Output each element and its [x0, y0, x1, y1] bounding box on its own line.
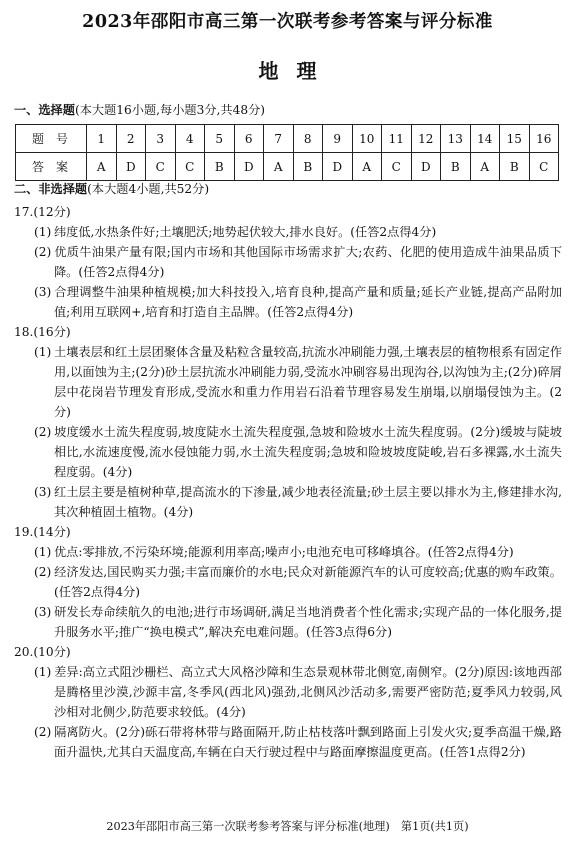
- answer-item-text: 经济发达,国民购买力强;丰富而廉价的水电;民众对新能源汽车的认可度较高;优惠的购车政策。(任答2点得4分): [54, 565, 562, 599]
- answer-cell: D: [116, 153, 146, 181]
- page-title: 2023年邵阳市高三第一次联考参考答案与评分标准: [82, 12, 493, 32]
- section-open-heading: [14, 180, 209, 197]
- answer-item: [34, 602, 562, 642]
- answer-table: [15, 124, 559, 181]
- answer-item-number: (2): [34, 725, 52, 739]
- question-number-cell: 10: [352, 125, 382, 153]
- answer-item: [34, 242, 562, 282]
- question-number-cell: 1: [87, 125, 117, 153]
- answer-cell: D: [411, 153, 441, 181]
- question-number-header: 题号: [16, 125, 87, 153]
- question-heading: 19.(14分): [14, 525, 71, 539]
- answer-cell: D: [323, 153, 353, 181]
- question-number-cell: 13: [441, 125, 471, 153]
- answer-item-text: 隔离防火。(2分)砾石带将林带与路面隔开,防止枯枝落叶飘到路面上引发火灾;夏季高温干燥,路面升温快,尤其白天温度高,车辆在白天行驶过程中与路面摩擦温度更高。(任答1点得2分): [54, 725, 562, 759]
- answer-item: [34, 542, 562, 562]
- answer-cell: C: [382, 153, 412, 181]
- question-number-row: [16, 125, 559, 153]
- answer-cell: B: [205, 153, 235, 181]
- section-choice-heading: [14, 101, 265, 118]
- answer-item-number: (2): [34, 425, 52, 439]
- answer-item-text: 研发长寿命续航久的电池;进行市场调研,满足当地消费者个性化需求;实现产品的一体化服务,提升服务水平;推广“换电模式”,解决充电难问题。(任答3点得6分): [54, 605, 562, 639]
- question-number-cell: 8: [293, 125, 323, 153]
- answer-item-text: 差异:高立式阻沙栅栏、高立式大风格沙障和生态景观林带北侧宽,南侧窄。(2分)原因:该地西部是腾格里沙漠,沙源丰富,冬季风(西北风)强劲,北侧风沙活动多,需要严密防范;夏季风力较弱,风沙相对北侧少,防范要求较低。(4分): [54, 665, 562, 719]
- answer-item: [34, 482, 562, 522]
- answer-item-number: (1): [34, 545, 52, 559]
- answer-item: [34, 422, 562, 482]
- answer-cell: A: [264, 153, 294, 181]
- answer-cell: A: [87, 153, 117, 181]
- answer-cell: D: [234, 153, 264, 181]
- answer-item-number: (2): [34, 565, 52, 579]
- question-number-cell: 7: [264, 125, 294, 153]
- answer-cell: B: [500, 153, 530, 181]
- answer-item: [34, 282, 562, 322]
- answer-cell: C: [175, 153, 205, 181]
- subject-title: 地理: [258, 59, 335, 83]
- page-footer: 2023年邵阳市高三第一次联考参考答案与评分标准(地理) 第1页(共1页): [106, 820, 469, 833]
- question-number-cell: 11: [382, 125, 412, 153]
- answer-item-number: (2): [34, 245, 52, 259]
- answer-item-number: (3): [34, 485, 52, 499]
- answer-cell: B: [293, 153, 323, 181]
- question-number-cell: 4: [175, 125, 205, 153]
- answer-header: 答案: [16, 153, 87, 181]
- answer-item-text: 优质牛油果产量有限;国内市场和其他国际市场需求扩大;农药、化肥的使用造成牛油果品质下降。(任答2点得4分): [54, 245, 562, 279]
- answer-item-text: 优点:零排放,不污染环境;能源利用率高;噪声小;电池充电可移峰填谷。(任答2点得4分): [54, 545, 514, 559]
- questions-body: [14, 202, 562, 762]
- answer-cell: B: [441, 153, 471, 181]
- question-number-cell: 12: [411, 125, 441, 153]
- question-number-cell: 3: [146, 125, 176, 153]
- answer-item-text: 红土层主要是植树种草,提高流水的下渗量,减少地表径流量;砂土层主要以排水为主,修建排水沟,其次种植固土植物。(4分): [54, 485, 562, 519]
- answer-cell: A: [352, 153, 382, 181]
- question-number-cell: 15: [500, 125, 530, 153]
- question-heading: 17.(12分): [14, 205, 71, 219]
- question-number-cell: 16: [529, 125, 559, 153]
- question-heading: 18.(16分): [14, 325, 71, 339]
- section-choice-note: (本大题16小题,每小题3分,共48分): [74, 103, 266, 117]
- question-number-cell: 2: [116, 125, 146, 153]
- answer-item-text: 坡度缓水土流失程度弱,坡度陡水土流失程度强,急坡和险坡水土流失程度弱。(2分)缓坡与陡坡相比,水流速度慢,流水侵蚀能力弱,水土流失程度弱;急坡和险坡坡度陡峻,岩石多裸露,水土流失程度弱。(4分): [54, 425, 562, 479]
- answer-cell: A: [470, 153, 500, 181]
- answer-cell: C: [146, 153, 176, 181]
- question-number-cell: 14: [470, 125, 500, 153]
- answer-item: [34, 562, 562, 602]
- section-open-label: 二、非选择题: [14, 182, 88, 196]
- answer-item-number: (3): [34, 285, 52, 299]
- question-number-cell: 6: [234, 125, 264, 153]
- answer-cell: C: [529, 153, 559, 181]
- answer-row: [16, 153, 559, 181]
- answer-item-number: (1): [34, 225, 52, 239]
- section-open-note: (本大题4小题,共52分): [87, 182, 210, 196]
- answer-item-text: 土壤表层和红土层团聚体含量及粘粒含量较高,抗流水冲刷能力强,土壤表层的植物根系有固定作用,以面蚀为主;(2分)砂土层抗流水冲刷能力弱,受流水冲刷容易出现沟谷,以沟蚀为主;(2分)碎屑层中花岗岩节理发育形成,受流水和重力作用岩石沿着节理容易发生崩塌,以崩塌侵蚀为主。(2分): [54, 345, 562, 419]
- question-heading: 20.(10分): [14, 645, 71, 659]
- answer-item-text: 纬度低,水热条件好;土壤肥沃;地势起伏较大,排水良好。(任答2点得4分): [54, 225, 437, 239]
- answer-item: [34, 342, 562, 422]
- answer-item-number: (3): [34, 605, 52, 619]
- answer-item-number: (1): [34, 665, 52, 679]
- answer-item-text: 合理调整牛油果种植规模;加大科技投入,培育良种,提高产量和质量;延长产业链,提高产品附加值;利用互联网+,培育和打造自主品牌。(任答2点得4分): [54, 285, 562, 319]
- section-choice-label: 一、选择题: [14, 103, 75, 117]
- answer-item-number: (1): [34, 345, 52, 359]
- question-number-cell: 9: [323, 125, 353, 153]
- answer-item: [34, 722, 562, 762]
- question-number-cell: 5: [205, 125, 235, 153]
- answer-item: [34, 222, 562, 242]
- answer-item: [34, 662, 562, 722]
